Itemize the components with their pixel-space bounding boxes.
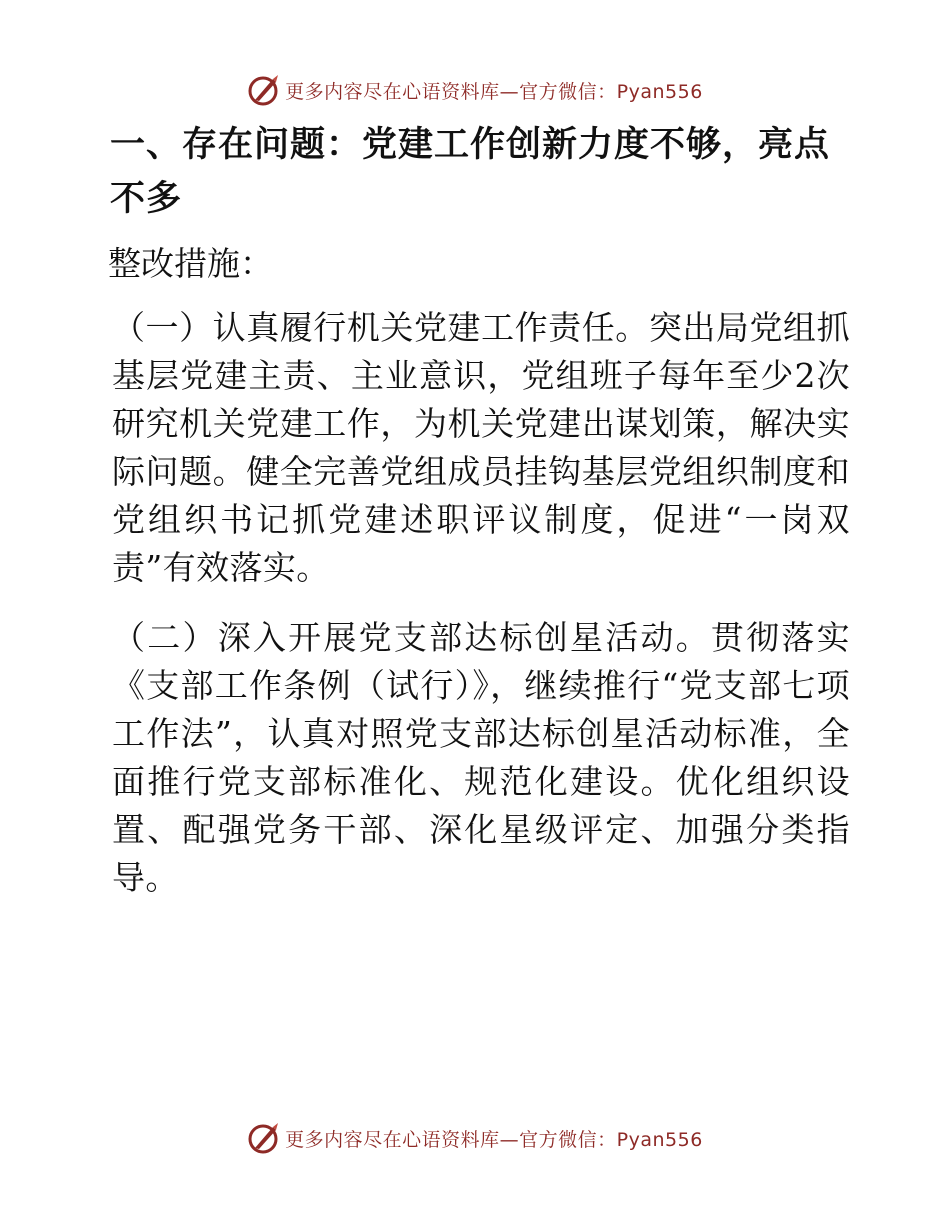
section-heading: 一、存在问题：党建工作创新力度不够，亮点不多: [110, 124, 831, 219]
watermark-text: 更多内容尽在心语资料库—官方微信：Pyan556: [285, 1128, 703, 1151]
quill-logo-icon: [247, 1121, 281, 1155]
quill-logo-icon: [247, 73, 281, 107]
watermark-banner-top: [0, 70, 950, 110]
document-body: [98, 118, 850, 902]
paragraph-measure-2: （二）深入开展党支部达标创星活动。贯彻落实《支部工作条例（试行）》，继续推行“党支部七项工作法”，认真对照党支部达标创星活动标准，全面推行党支部标准化、规范化建设。优化组织设置、配强党务干部、深化星级评定、加强分类指导。: [112, 618, 850, 897]
paragraph-measure-1: （一）认真履行机关党建工作责任。突出局党组抓基层党建主责、主业意识，党组班子每年至少2次研究机关党建工作，为机关党建出谋划策，解决实际问题。健全完善党组成员挂钩基层党组织制度和党组织书记抓党建述职评议制度，促进“一岗双责”有效落实。: [112, 308, 850, 587]
measures-label: 整改措施：: [108, 244, 273, 283]
watermark-banner-bottom: [0, 1118, 950, 1158]
watermark-text: 更多内容尽在心语资料库—官方微信：Pyan556: [285, 80, 703, 103]
